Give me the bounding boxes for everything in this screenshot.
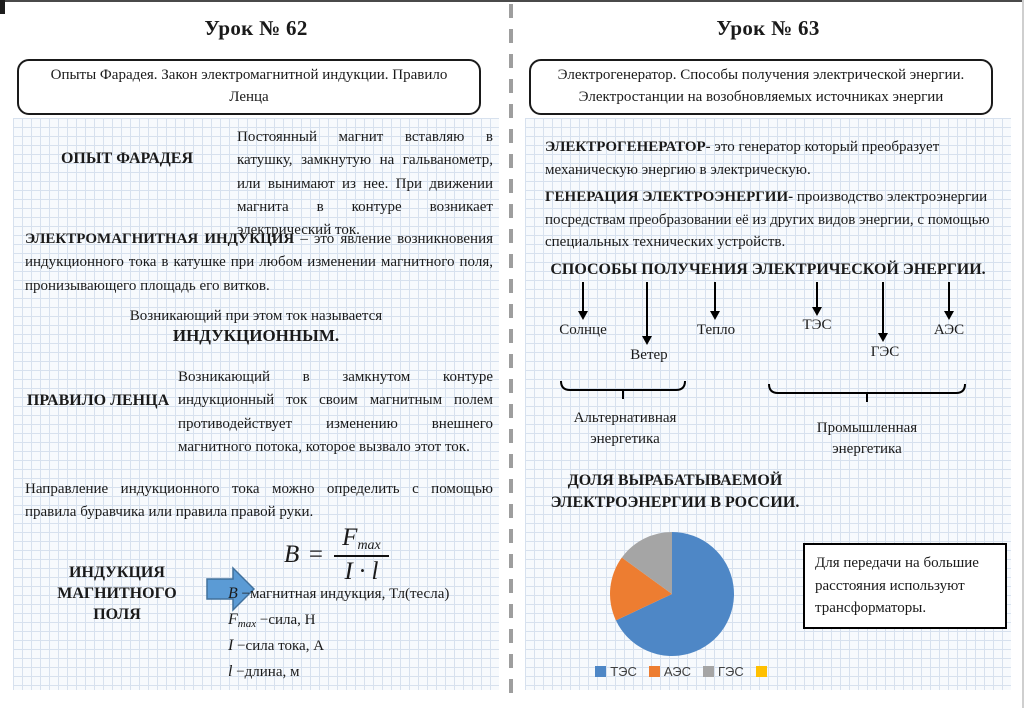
lesson-62-topic-text: Опыты Фарадея. Закон электромагнитной индукции. Правило Ленца bbox=[50, 67, 448, 105]
pie-chart bbox=[607, 529, 737, 659]
transformer-note-text: Для передачи на большие расстояния используют трансформаторы. bbox=[815, 555, 979, 616]
generator-term: ЭЛЕКТРОГЕНЕРАТОР- bbox=[545, 139, 711, 155]
method-tes: ТЭС bbox=[802, 317, 832, 333]
methods-diagram bbox=[512, 0, 1024, 457]
generator-text: это генератор который преобразует механическую энергию в электрическую. bbox=[545, 139, 940, 178]
lesson-63-topic-text: Электрогенератор. Способы получения электрической энергии. Электростанции на возобновляемых источниках энергии bbox=[557, 67, 965, 105]
formula-numerator: Fmax bbox=[334, 524, 389, 557]
formula-equals: = bbox=[307, 541, 325, 568]
legend-swatch-other bbox=[756, 666, 767, 677]
pie-legend bbox=[578, 664, 788, 679]
industrial-group-brace bbox=[768, 384, 966, 404]
lenz-rule-label: ПРАВИЛО ЛЕНЦА bbox=[26, 392, 170, 409]
formula-denominator: I · l bbox=[344, 558, 379, 585]
method-sun: Солнце bbox=[559, 322, 607, 338]
magnetic-induction-label: ИНДУКЦИЯ МАГНИТНОГО ПОЛЯ bbox=[57, 564, 177, 624]
generation-term: ГЕНЕРАЦИЯ ЭЛЕКТРОЭНЕРГИИ- bbox=[545, 189, 794, 205]
emi-term: ЭЛЕКТРОМАГНИТНАЯ ИНДУКЦИЯ bbox=[25, 231, 295, 247]
industrial-energy-label: Промышленная энергетика bbox=[816, 420, 918, 457]
method-aes: АЭС bbox=[933, 322, 965, 338]
lesson-63-title: Урок № 63 bbox=[716, 16, 820, 40]
share-heading: ДОЛЯ ВЫРАБАТЫВАЕМОЙ ЭЛЕКТРОЭНЕРГИИ В РОССИИ. bbox=[550, 472, 800, 511]
legend-item-tes: ТЭС bbox=[595, 664, 637, 679]
definition-b: B −магнитная индукция, Тл(тесла) bbox=[228, 585, 450, 602]
generation-text: производство электроэнергии посредствам преобразовании её из других видов энергии, с помощью специальных технических устройств. bbox=[545, 189, 990, 250]
formula-definitions bbox=[228, 583, 449, 687]
method-heat: Тепло bbox=[696, 322, 736, 338]
legend-item-ges: ГЭС bbox=[703, 664, 744, 679]
emi-definition bbox=[25, 228, 493, 298]
magnetic-induction-formula bbox=[284, 524, 389, 586]
lenz-rule-text: Возникающий в замкнутом контуре индукционный ток своим магнитным полем противодействует изменению внешнего магнитного потока, которое вызвало этот ток. bbox=[178, 369, 493, 455]
induced-current-line: Возникающий при этом ток называется bbox=[129, 308, 383, 324]
legend-swatch-aes bbox=[649, 666, 660, 677]
definition-l: l −длина, м bbox=[228, 663, 300, 680]
methods-heading: СПОСОБЫ ПОЛУЧЕНИЯ ЭЛЕКТРИЧЕСКОЙ ЭНЕРГИИ. bbox=[550, 261, 986, 278]
faraday-experiment-text: Постоянный магнит вставляю в катушку, замкнутую на гальванометр, или вынимают из нее. При движении магнита в контуре возникает электрический ток. bbox=[237, 129, 493, 238]
method-wind: Ветер bbox=[630, 347, 668, 363]
lesson-62-topic-box bbox=[17, 59, 481, 115]
alternative-energy-label: Альтернативная энергетика bbox=[573, 410, 677, 447]
definition-i: I −сила тока, А bbox=[228, 637, 325, 654]
lesson-62-title: Урок № 62 bbox=[204, 16, 308, 40]
direction-note: Направление индукционного тока можно определить с помощью правила буравчика или правила правой руки. bbox=[25, 481, 493, 521]
legend-swatch-ges bbox=[703, 666, 714, 677]
definition-fmax: $F_{max}$ −сила, Н bbox=[228, 611, 316, 630]
alternative-group-brace bbox=[560, 381, 686, 401]
faraday-experiment-label: ОПЫТ ФАРАДЕЯ bbox=[60, 150, 194, 167]
legend-item-other bbox=[756, 666, 771, 677]
induced-current-word: ИНДУКЦИОННЫМ. bbox=[172, 326, 340, 345]
formula-fraction bbox=[334, 524, 389, 586]
legend-item-aes: АЭС bbox=[649, 664, 691, 679]
legend-swatch-tes bbox=[595, 666, 606, 677]
emi-text: – это явление возникновения индукционного тока в катушке при любом изменении магнитного поля, пронизывающего площадь его витков. bbox=[25, 231, 493, 294]
method-ges: ГЭС bbox=[870, 344, 900, 360]
formula-lhs: B bbox=[284, 541, 300, 568]
page-lesson-63 bbox=[512, 0, 1024, 708]
transformer-note-box bbox=[803, 543, 1007, 629]
